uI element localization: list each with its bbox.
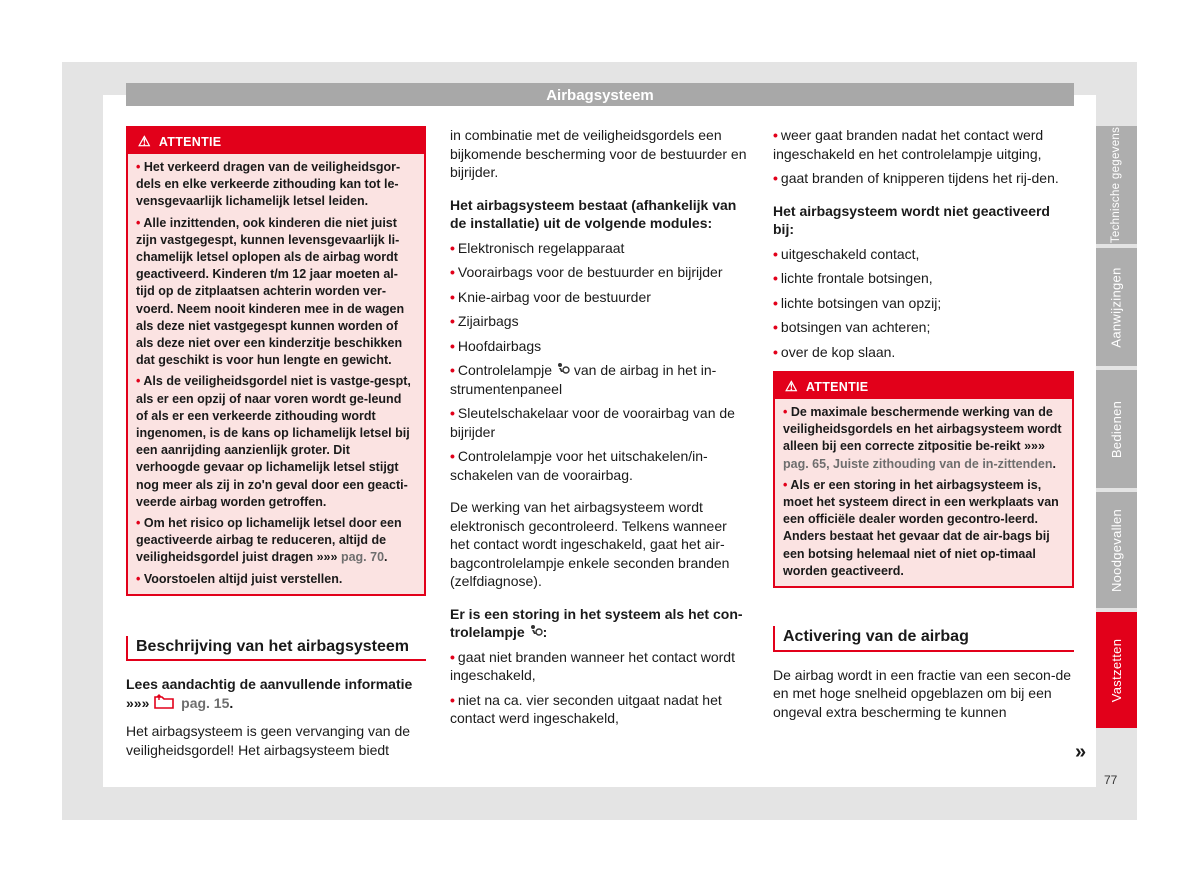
book-reference-icon [153, 694, 177, 710]
warning-title: ⚠ ATTENTIE [128, 128, 424, 154]
list-item: • Controlelampje voor het uitschakelen/in-schakelen van de voorairbag. [450, 447, 750, 484]
column-2 [450, 126, 750, 728]
page-reference-link[interactable]: pag. 65, Juiste zithouding van de in-zittenden [783, 456, 1053, 471]
ref-arrow: »»» [316, 550, 338, 565]
activation-paragraph: De airbag wordt in een fractie van een secon-de en met hoge snelheid opgeblazen om bij een ongeval extra bescherming te kunnen [773, 666, 1072, 720]
warning-body [775, 399, 1072, 586]
airbag-lamp-icon [529, 624, 543, 638]
section-title-activation: Activering van de airbag [773, 626, 1074, 652]
warning-triangle-icon: ⚠ [785, 378, 798, 394]
warning-item: • Alle inzittenden, ook kinderen die niet juist zijn vastgegespt, kunnen levensgevaarlijk li-chamelijk letsel oplopen als de airbag wordt geactiveerd. Kinderen t/m 12 jaar moeten al-tijd op de zitplaatsen achterin worden ver-voerd. Neem nooit kinderen mee in de wagen als deze niet vastgegespt kunnen worden of als deze niet over een kinderzitje beschikken dat geschikt is voor hun lengte en gewicht. [136, 215, 405, 368]
working-paragraph: De werking van het airbagsysteem wordt elektronisch gecontroleerd. Telkens wanneer het contact wordt ingeschakeld, gaat het air-bagcontrolelampje enkele seconden branden (zelfdiagnose). [450, 499, 730, 589]
warning-box-2 [773, 371, 1074, 588]
list-item: • Zijairbags [450, 312, 750, 331]
warning-item: • Als er een storing in het airbagsysteem is, moet het systeem direct in een werkplaats van een officiële dealer worden gecontro-leerd. Anders bestaat het gevaar dat de air-bags bij een botsing helemaal niet of niet op-timaal worden geactiveerd. [783, 477, 1059, 578]
list-item: • Controlelampje van de airbag in het in-strumentenpaneel [450, 361, 750, 398]
side-tab-vastzetten[interactable]: Vastzetten [1096, 612, 1137, 728]
warning-item: • De maximale beschermende werking van de veiligheidsgordels en het airbagsysteem wordt alleen bij een correcte zitpositie be-reikt »»» pag. 65, Juiste zithouding van de in-zittenden. [783, 405, 1062, 471]
section-title-description: Beschrijving van het airbagsysteem [126, 636, 426, 662]
list-item: • Voorairbags voor de bestuurder en bijrijder [450, 263, 750, 282]
side-tab-aanwijzingen[interactable]: Aanwijzingen [1096, 248, 1137, 366]
read-note: Lees aandachtig de aanvullende informatie »»» pag. 15. [126, 676, 413, 711]
modules-heading: Het airbagsysteem bestaat (afhankelijk van de installatie) uit de volgende modules: [450, 196, 737, 231]
page-reference-link[interactable]: pag. 15 [181, 694, 230, 711]
ref-arrow: »»» [126, 694, 150, 711]
list-item: • weer gaat branden nadat het contact werd ingeschakeld en het controlelampje uitging, [773, 126, 1074, 163]
side-tab-noodgevallen[interactable]: Noodgevallen [1096, 492, 1137, 608]
chapter-header: Airbagsysteem [126, 83, 1074, 106]
warning-title: ⚠ ATTENTIE [775, 373, 1072, 399]
intro-paragraph: Het airbagsysteem is geen vervanging van de veiligheidsgordel! Het airbagsysteem biedt [126, 723, 411, 758]
warning-item: • Als de veiligheidsgordel niet is vastge-gespt, als er een opzij of naar voren wordt ge-leund of als er een verkeerde zithouding wordt ingenomen, is de kans op lichamelijk letsel bij een aanrijding aanzienlijk groter. Dit verhoogde gevaar op lichamelijk letsel stijgt nog meer als zij in zo'n geval door een geacti-veerde airbag worden getroffen. [136, 374, 411, 509]
list-item: • niet na ca. vier seconden uitgaat nadat het contact werd ingeschakeld, [450, 691, 750, 728]
warning-item: • Om het risico op lichamelijk letsel door een geactiveerde airbag te reduceren, altijd de veiligheidsgordel juist dragen »»» pag. 70. [136, 516, 402, 565]
continue-mark: » [1075, 741, 1087, 763]
warning-item: • Het verkeerd dragen van de veiligheidsgor-dels en elke verkeerde zithouding kan tot le-vensgevaarlijk lichamelijk letsel leiden. [136, 160, 401, 209]
not-activated-heading: Het airbagsysteem wordt niet geactiveerd bij: [773, 202, 1050, 237]
side-tab-technische-gegevens[interactable]: Technische gegevens [1096, 126, 1137, 244]
airbag-lamp-icon [556, 362, 570, 376]
ref-arrow: »»» [1024, 439, 1045, 454]
column-3 [773, 126, 1074, 721]
list-item: • lichte frontale botsingen, [773, 269, 1074, 288]
intro-continued: in combinatie met de veiligheidsgordels een bijkomende bescherming voor de bestuurder en bijrijder. [450, 127, 747, 180]
list-item: • Elektronisch regelapparaat [450, 239, 750, 258]
list-item: • Sleutelschakelaar voor de voorairbag van de bijrijder [450, 404, 750, 441]
list-item: • gaat branden of knipperen tijdens het rij-den. [773, 169, 1074, 188]
list-item: • over de kop slaan. [773, 343, 1074, 362]
page-number: 77 [1104, 773, 1118, 787]
list-item: • Hoofdairbags [450, 337, 750, 356]
warning-triangle-icon: ⚠ [138, 133, 151, 149]
list-item: • botsingen van achteren; [773, 318, 1074, 337]
warning-item: • Voorstoelen altijd juist verstellen. [136, 571, 343, 586]
list-item: • Knie-airbag voor de bestuurder [450, 288, 750, 307]
fault-heading: Er is een storing in het systeem als het con-trolelampje : [450, 605, 743, 640]
warning-body [128, 154, 424, 594]
column-1 [126, 126, 426, 759]
list-item: • lichte botsingen van opzij; [773, 294, 1074, 313]
page-reference-link[interactable]: pag. 70 [340, 550, 385, 565]
warning-box-1 [126, 126, 426, 596]
list-item: • gaat niet branden wanneer het contact wordt ingeschakeld, [450, 648, 750, 685]
list-item: • uitgeschakeld contact, [773, 245, 1074, 264]
side-tab-bedienen[interactable]: Bedienen [1096, 370, 1137, 488]
